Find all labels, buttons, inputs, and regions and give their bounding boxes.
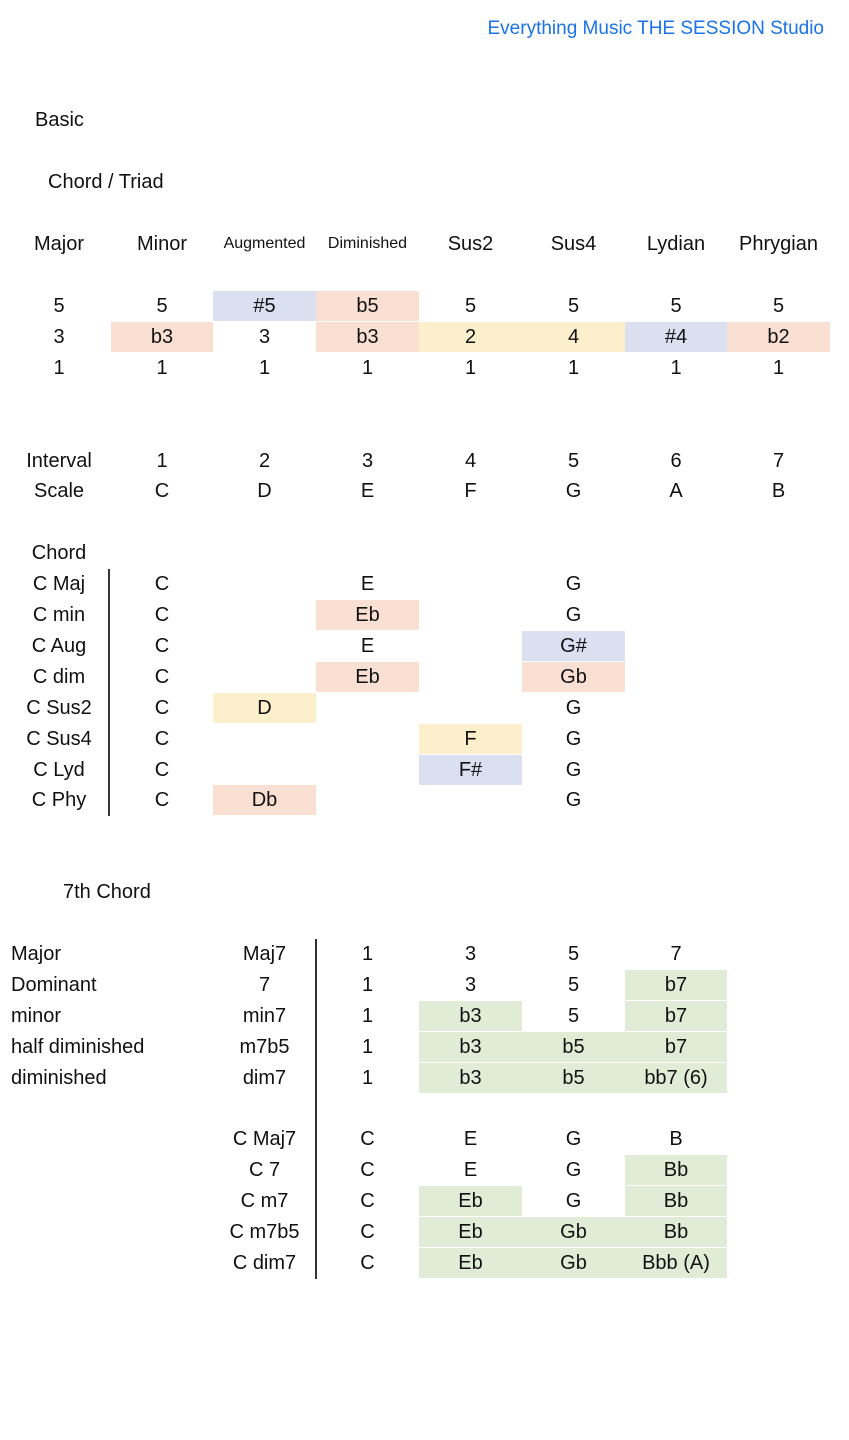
chord-note: C bbox=[154, 759, 170, 781]
triad-header-phrygian: Phrygian bbox=[739, 233, 818, 255]
seventh-chord-name: C 7 bbox=[248, 1159, 281, 1181]
seventh-symbol: min7 bbox=[242, 1005, 287, 1027]
triad-fifth-sus4: 5 bbox=[567, 295, 580, 317]
chord-name: C dim bbox=[32, 666, 86, 688]
seventh-chord-note: B bbox=[669, 1128, 683, 1150]
interval-1: 1 bbox=[156, 450, 168, 472]
seventh-chord-note: C bbox=[360, 1190, 375, 1212]
chord-name: C Phy bbox=[31, 789, 87, 811]
seventh-chord-note: C bbox=[360, 1159, 375, 1181]
seventh-chord-note: Gb bbox=[522, 1217, 625, 1247]
seventh-chord-note: Bbb (A) bbox=[625, 1248, 727, 1278]
scale-note-2: D bbox=[257, 480, 272, 502]
seventh-chord-note: G bbox=[565, 1128, 582, 1150]
seventh-degree: 5 bbox=[567, 974, 580, 996]
chord-name: C Aug bbox=[31, 635, 87, 657]
chord-note: C bbox=[154, 697, 170, 719]
chord-name: C Lyd bbox=[33, 759, 85, 781]
seventh-degree: b3 bbox=[419, 1001, 522, 1031]
seventh-chord-note: Bb bbox=[625, 1217, 727, 1247]
seventh-symbol: dim7 bbox=[242, 1067, 287, 1089]
triad-fifth-augmented: #5 bbox=[213, 291, 316, 321]
seventh-quality: minor bbox=[11, 1005, 62, 1027]
triad-root-sus2: 1 bbox=[464, 357, 477, 379]
chord-note: Eb bbox=[316, 600, 419, 630]
scale-note-7: B bbox=[771, 480, 786, 502]
seventh-degree: b3 bbox=[419, 1063, 522, 1093]
section-seventh-title: 7th Chord bbox=[63, 881, 151, 903]
interval-label: Interval bbox=[26, 450, 92, 472]
triad-third-minor: b3 bbox=[111, 322, 213, 352]
interval-7: 7 bbox=[772, 450, 785, 472]
scale-note-5: G bbox=[565, 480, 582, 502]
interval-5: 5 bbox=[567, 450, 580, 472]
triad-header-diminished: Diminished bbox=[327, 235, 408, 252]
interval-2: 2 bbox=[258, 450, 271, 472]
seventh-symbol: m7b5 bbox=[239, 1036, 290, 1058]
triad-header-augmented: Augmented bbox=[223, 235, 306, 252]
seventh-degree: b5 bbox=[522, 1032, 625, 1062]
seventh-degree: 1 bbox=[361, 1005, 374, 1027]
seventh-chord-note: G bbox=[565, 1159, 582, 1181]
seventh-symbol: Maj7 bbox=[242, 943, 287, 965]
triad-fifth-major: 5 bbox=[53, 295, 65, 317]
chord-note: Eb bbox=[316, 662, 419, 692]
triad-third-sus4: 4 bbox=[522, 322, 625, 352]
seventh-quality: diminished bbox=[11, 1067, 107, 1089]
seventh-degree: 1 bbox=[361, 943, 374, 965]
seventh-chord-name: C Maj7 bbox=[232, 1128, 297, 1150]
seventh-chord-note: Eb bbox=[419, 1186, 522, 1216]
triad-third-diminished: b3 bbox=[316, 322, 419, 352]
triad-root-phrygian: 1 bbox=[772, 357, 785, 379]
interval-3: 3 bbox=[361, 450, 374, 472]
chord-note: F bbox=[419, 724, 522, 754]
chord-note: C bbox=[154, 666, 170, 688]
seventh-degree: 3 bbox=[464, 974, 477, 996]
seventh-chord-note: C bbox=[360, 1221, 375, 1243]
triad-header-major: Major bbox=[33, 233, 84, 255]
triad-root-major: 1 bbox=[53, 357, 65, 379]
seventh-symbol: 7 bbox=[258, 974, 271, 996]
triad-fifth-lydian: 5 bbox=[670, 295, 682, 317]
triad-third-major: 3 bbox=[53, 326, 65, 348]
seventh-chord-note: Gb bbox=[522, 1248, 625, 1278]
seventh-chord-note: C bbox=[360, 1252, 375, 1274]
triad-third-sus2: 2 bbox=[419, 322, 522, 352]
seventh-chord-note: C bbox=[360, 1128, 375, 1150]
chord-note: C bbox=[154, 604, 170, 626]
seventh-chord-note: Eb bbox=[419, 1248, 522, 1278]
triad-root-sus4: 1 bbox=[567, 357, 580, 379]
chord-note: G bbox=[565, 759, 582, 781]
triad-header-sus2: Sus2 bbox=[447, 233, 494, 255]
interval-6: 6 bbox=[670, 450, 682, 472]
chord-note: Db bbox=[213, 785, 316, 815]
triad-root-lydian: 1 bbox=[670, 357, 682, 379]
seventh-degree: bb7 (6) bbox=[625, 1063, 727, 1093]
seventh-degree: b5 bbox=[522, 1063, 625, 1093]
seventh-chord-note: E bbox=[463, 1128, 478, 1150]
chord-note: C bbox=[154, 573, 170, 595]
triad-third-lydian: #4 bbox=[625, 322, 727, 352]
seventh-chord-note: E bbox=[463, 1159, 478, 1181]
chord-name: C Sus4 bbox=[26, 728, 92, 750]
scale-label: Scale bbox=[33, 480, 85, 502]
section-triad-title: Chord / Triad bbox=[48, 171, 164, 193]
chord-note: F# bbox=[419, 755, 522, 785]
chord-note: E bbox=[360, 635, 375, 657]
chord-name: C min bbox=[32, 604, 86, 626]
seventh-quality: Dominant bbox=[11, 974, 97, 996]
seventh-chord-note: Bb bbox=[625, 1155, 727, 1185]
chord-note: D bbox=[213, 693, 316, 723]
chord-note: G bbox=[565, 573, 582, 595]
chord-note: G bbox=[565, 604, 582, 626]
interval-4: 4 bbox=[464, 450, 477, 472]
seventh-chord-name: C m7 bbox=[240, 1190, 289, 1212]
chord-note: G bbox=[565, 789, 582, 811]
triad-third-augmented: 3 bbox=[258, 326, 271, 348]
seventh-degree: b7 bbox=[625, 970, 727, 1000]
triad-fifth-sus2: 5 bbox=[464, 295, 477, 317]
seventh-chord-note: Eb bbox=[419, 1217, 522, 1247]
triad-root-diminished: 1 bbox=[361, 357, 374, 379]
seventh-chord-name: C m7b5 bbox=[229, 1221, 300, 1243]
chord-note: G bbox=[565, 728, 582, 750]
chord-name: C Sus2 bbox=[26, 697, 92, 719]
seventh-chord-note: G bbox=[565, 1190, 582, 1212]
chord-note: C bbox=[154, 635, 170, 657]
seventh-quality: Major bbox=[11, 943, 62, 965]
section-basic-title: Basic bbox=[35, 109, 84, 131]
chord-note: G# bbox=[522, 631, 625, 661]
seventh-degree: 3 bbox=[464, 943, 477, 965]
chord-label: Chord bbox=[31, 542, 87, 564]
chord-note: E bbox=[360, 573, 375, 595]
seventh-chord-name: C dim7 bbox=[232, 1252, 297, 1274]
chord-note: C bbox=[154, 728, 170, 750]
triad-third-phrygian: b2 bbox=[727, 322, 830, 352]
triad-root-augmented: 1 bbox=[258, 357, 271, 379]
brand-link[interactable]: Everything Music THE SESSION Studio bbox=[487, 18, 824, 39]
chord-name: C Maj bbox=[32, 573, 86, 595]
scale-note-3: E bbox=[360, 480, 375, 502]
triad-fifth-phrygian: 5 bbox=[772, 295, 785, 317]
triad-header-sus4: Sus4 bbox=[550, 233, 597, 255]
triad-root-minor: 1 bbox=[156, 357, 168, 379]
seventh-degree: b7 bbox=[625, 1032, 727, 1062]
seventh-degree: 7 bbox=[670, 943, 682, 965]
triad-header-lydian: Lydian bbox=[646, 233, 706, 255]
seventh-degree: 1 bbox=[361, 1067, 374, 1089]
seventh-chord-note: Bb bbox=[625, 1186, 727, 1216]
scale-note-4: F bbox=[464, 480, 477, 502]
seventh-degree: 5 bbox=[567, 943, 580, 965]
triad-header-minor: Minor bbox=[136, 233, 187, 255]
seventh-degree: 5 bbox=[567, 1005, 580, 1027]
seventh-degree: 1 bbox=[361, 974, 374, 996]
seventh-quality: half diminished bbox=[11, 1036, 145, 1058]
seventh-degree: 1 bbox=[361, 1036, 374, 1058]
scale-note-1: C bbox=[154, 480, 170, 502]
seventh-degree: b3 bbox=[419, 1032, 522, 1062]
triad-fifth-diminished: b5 bbox=[316, 291, 419, 321]
triad-fifth-minor: 5 bbox=[156, 295, 168, 317]
seventh-degree: b7 bbox=[625, 1001, 727, 1031]
chord-note: G bbox=[565, 697, 582, 719]
chord-note: C bbox=[154, 789, 170, 811]
chord-note: Gb bbox=[522, 662, 625, 692]
scale-note-6: A bbox=[669, 480, 683, 502]
